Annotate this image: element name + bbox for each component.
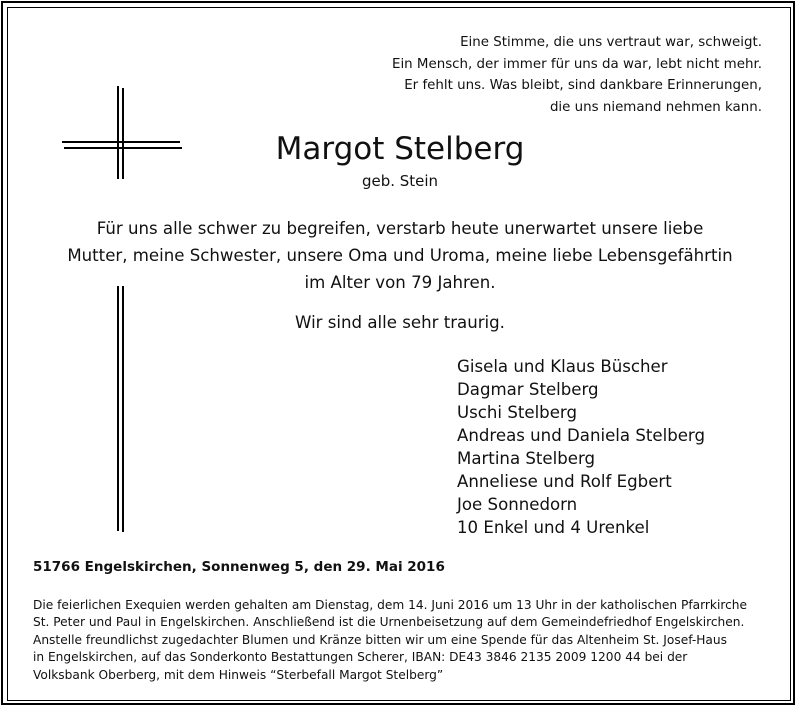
- motto-line: Ein Mensch, der immer für uns da war, lebt nicht mehr.: [392, 56, 762, 72]
- announcement-line: im Alter von 79 Jahren.: [304, 273, 496, 292]
- cross-horizontal-bar: [64, 147, 182, 149]
- announcement-text: [40, 215, 760, 296]
- sad-line: Wir sind alle sehr traurig.: [295, 313, 505, 332]
- footer-line: Die feierlichen Exequien werden gehalten am Dienstag, dem 14. Juni 2016 um 13 Uhr in der katholischen Pfarrkirche: [33, 598, 748, 612]
- motto-line: Er fehlt uns. Was bleibt, sind dankbare Erinnerungen,: [404, 78, 762, 93]
- motto-verse: [392, 32, 762, 118]
- cross-vertical-bar: [117, 86, 119, 531]
- place-date-line: 51766 Engelskirchen, Sonnenweg 5, den 29. Mai 2016: [33, 559, 445, 575]
- announcement-line: Für uns alle schwer zu begreifen, verstarb heute unerwartet unsere liebe: [96, 219, 704, 238]
- footer-line: in Engelskirchen, auf das Sonderkonto Bestattungen Scherer, IBAN: DE43 3846 2135 2009 1200 44 bei der: [33, 650, 688, 665]
- funeral-details: [33, 597, 747, 684]
- maiden-name: geb. Stein: [361, 172, 439, 190]
- footer-line: St. Peter und Paul in Engelskirchen. Anschließend ist die Urnenbeisetzung auf dem Gemeindefriedhof Engelskirchen.: [33, 615, 745, 630]
- mourner-item: Andreas und Daniela Stelberg: [457, 426, 705, 445]
- mourner-item: Uschi Stelberg: [457, 403, 577, 422]
- footer-line: Anstelle freundlichst zugedachter Blumen und Kränze bitten wir um eine Spende für das Altenheim St. Josef-Haus: [33, 632, 727, 647]
- mourner-item: Martina Stelberg: [457, 449, 596, 468]
- announcement-line: Mutter, meine Schwester, unsere Oma und Uroma, meine liebe Lebensgefährtin: [67, 246, 733, 265]
- footer-line: Volksbank Oberberg, mit dem Hinweis “Sterbefall Margot Stelberg”: [33, 667, 444, 682]
- deceased-name: Margot Stelberg: [275, 131, 525, 167]
- cross-vertical-bar: [122, 88, 124, 532]
- mourner-item: Gisela und Klaus Büscher: [457, 357, 668, 376]
- mourner-item: Joe Sonnedorn: [457, 495, 578, 514]
- cross-horizontal-bar: [62, 141, 180, 143]
- mourners-list: [457, 355, 705, 539]
- mourner-item: Dagmar Stelberg: [457, 380, 599, 399]
- motto-line: die uns niemand nehmen kann.: [549, 99, 762, 115]
- motto-line: Eine Stimme, die uns vertraut war, schweigt.: [460, 35, 762, 50]
- mourner-item: 10 Enkel und 4 Urenkel: [457, 518, 650, 537]
- mourner-item: Anneliese und Rolf Egbert: [457, 472, 672, 491]
